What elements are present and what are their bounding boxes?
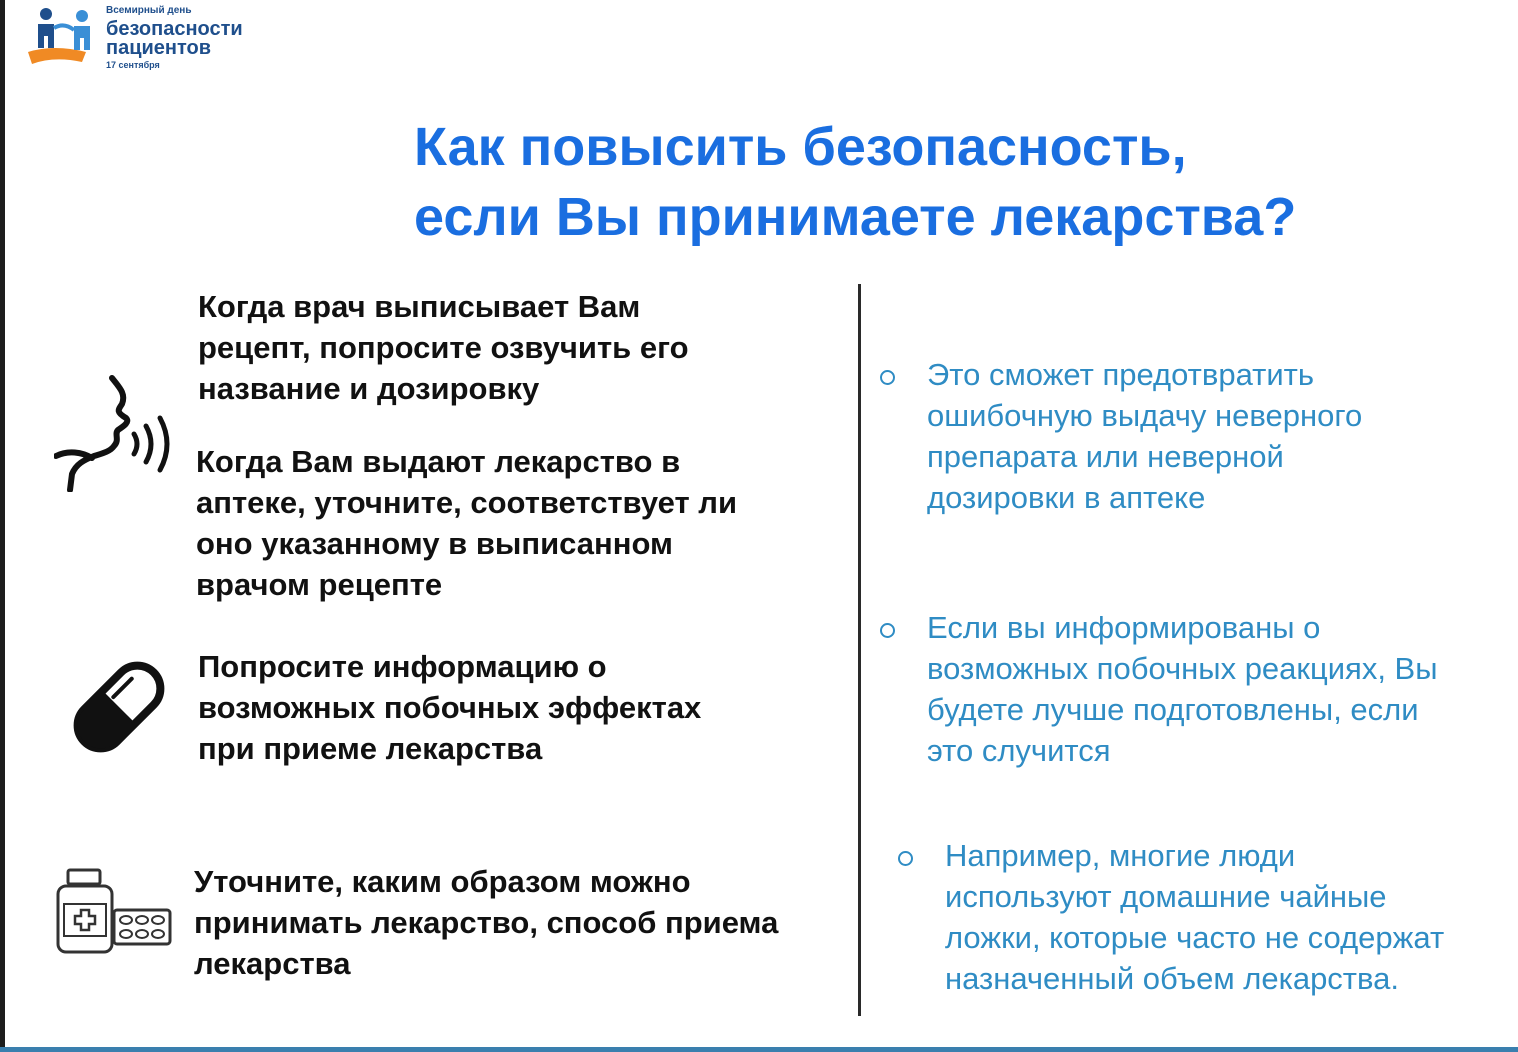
advice-ask-side-effects: Попросите информацию о возможных побочных эффектах при приеме лекарства: [198, 649, 702, 766]
medicine-bottle-icon: [54, 866, 116, 956]
logo-word-patients: пациентов: [106, 37, 212, 59]
bullet-icon: [898, 851, 913, 866]
logo: [24, 4, 284, 74]
advice-check-at-pharmacy: Когда Вам выдают лекарство в аптеке, уточните, соответствует ли оно указанному в выписанном врачом рецепте: [196, 444, 738, 602]
page-title: [414, 112, 1296, 252]
reason-prevent-errors: Это сможет предотвратить ошибочную выдачу неверного препарата или неверной дозировки в аптеке: [927, 357, 1363, 515]
logo-caption: Всемирный день: [106, 5, 192, 16]
speaking-head-icon: [54, 374, 178, 492]
logo-word-safety: безопасности: [106, 18, 243, 40]
bottom-border: [0, 1047, 1518, 1052]
advice-ask-how-to-take: Уточните, каким образом можно принимать лекарство, способ приема лекарства: [194, 864, 779, 981]
title-line-2: если Вы принимаете лекарства?: [414, 187, 1297, 247]
title-line-1: Как повысить безопасность,: [414, 117, 1187, 177]
bullet-icon: [880, 370, 895, 385]
capsule-icon: [64, 652, 174, 762]
advice-ask-name-dosage: Когда врач выписывает Вам рецепт, попросите озвучить его название и дозировку: [198, 289, 689, 406]
logo-date: 17 сентября: [106, 60, 160, 70]
left-border: [0, 0, 5, 1052]
reason-be-prepared: Если вы информированы о возможных побочных реакциях, Вы будете лучше подготовлены, если это случится: [927, 610, 1438, 768]
column-divider: [858, 284, 861, 1016]
bullet-icon: [880, 623, 895, 638]
reason-teaspoons-example: Например, многие люди используют домашние чайные ложки, которые часто не содержат назначенный объем лекарства.: [945, 838, 1445, 996]
pill-blister-icon: [112, 908, 172, 946]
patient-safety-logo-icon: [24, 4, 102, 70]
